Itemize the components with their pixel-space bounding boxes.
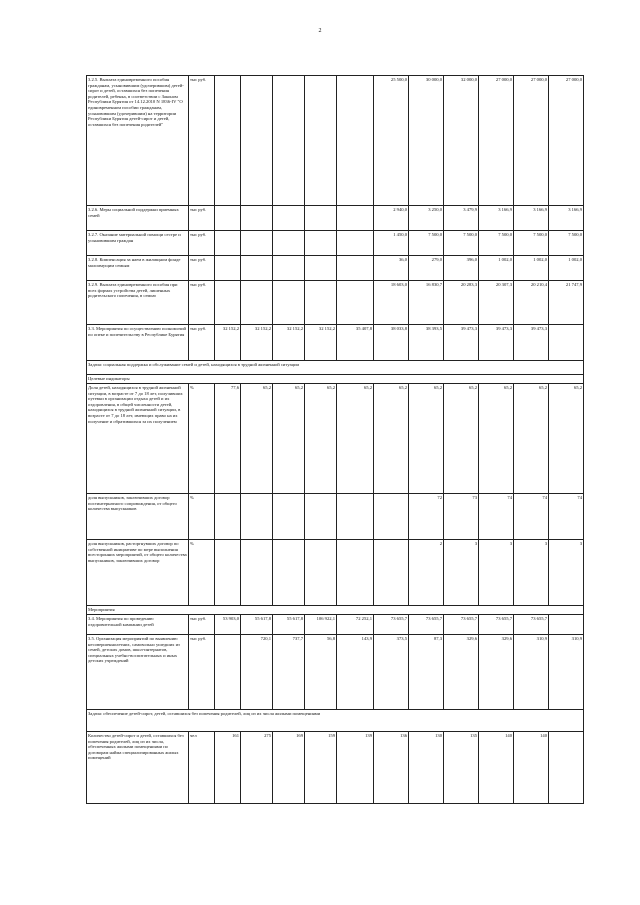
table-row <box>87 256 584 281</box>
value-cell <box>305 206 337 231</box>
value-cell: 74 <box>479 494 514 540</box>
unit-cell: тыс руб. <box>189 256 215 281</box>
section-heading: Задача: социальная поддержка и обслуживание семей и детей, находящихся в трудной жизненной ситуации <box>87 361 584 375</box>
value-cell: 3 <box>444 540 479 606</box>
unit-cell: тыс руб. <box>189 281 215 325</box>
measure-name: 3.4. Мероприятия по проведению оздоровительной кампании детей <box>87 615 189 635</box>
value-cell: 65,2 <box>444 384 479 494</box>
section-heading: Целевые индикаторы <box>87 375 584 384</box>
table-row <box>87 384 584 494</box>
measure-name: 3.5. Организация мероприятий по выявлению несовершеннолетних, самовольно ушедших из семей, детских домов, школ-интернатов, специальных учебно-воспитательных и иных детских учреждений <box>87 635 189 710</box>
table-row <box>87 732 584 804</box>
value-cell <box>215 231 241 256</box>
value-cell: 329,6 <box>444 635 479 710</box>
table-row <box>87 76 584 206</box>
section-row <box>87 606 584 615</box>
value-cell: 169 <box>273 732 305 804</box>
value-cell <box>374 540 409 606</box>
value-cell <box>305 231 337 256</box>
value-cell: 20 283,3 <box>444 281 479 325</box>
unit-cell: тыс руб. <box>189 231 215 256</box>
value-cell: 74 <box>549 494 584 540</box>
value-cell: 72 252,1 <box>337 615 374 635</box>
value-cell <box>337 76 374 206</box>
value-cell: 35 407,8 <box>337 325 374 361</box>
value-cell <box>215 540 241 606</box>
value-cell <box>215 256 241 281</box>
value-cell: 3 479,9 <box>444 206 479 231</box>
value-cell: 329,6 <box>479 635 514 710</box>
value-cell <box>273 281 305 325</box>
unit-cell: тыс руб. <box>189 635 215 710</box>
value-cell: 27 000,0 <box>549 76 584 206</box>
value-cell: 7 500,0 <box>409 231 444 256</box>
value-cell: 55 617,8 <box>273 615 305 635</box>
value-cell: 16 830,7 <box>409 281 444 325</box>
value-cell: 36,0 <box>374 256 409 281</box>
value-cell: 73 655,7 <box>479 615 514 635</box>
value-cell: 73 655,7 <box>409 615 444 635</box>
section-heading: Задача: обеспечение детей-сирот, детей, оставшихся без попечения родителей, лиц из их числа жилыми помещениями <box>87 710 584 732</box>
measure-name: 3.2.7. Оказание материальной помощи сестре и усыновившим граждан <box>87 231 189 256</box>
value-cell: 139 <box>337 732 374 804</box>
value-cell: 1 450,0 <box>374 231 409 256</box>
value-cell: 3 <box>549 540 584 606</box>
value-cell <box>241 231 273 256</box>
value-cell <box>549 325 584 361</box>
value-cell: 73 655,7 <box>444 615 479 635</box>
measure-name: 3.2.5. Выплата единовременного пособия гражданам, усыновившим (удочерившим) детей-сирот и детей, оставшихся без попечения родителей, ребенка, в соответствии с Законом Республики Бурятия от 14.12.2010 N 1836-IV "О единовременном пособии гражданам, усыновившим (удочерившим) на территории Республики Бурятия детей-сирот и детей, оставшихся без попечения родителей" <box>87 76 189 206</box>
value-cell: 38 033,8 <box>374 325 409 361</box>
value-cell: 737,7 <box>273 635 305 710</box>
value-cell: 38 393,5 <box>409 325 444 361</box>
value-cell: 55 617,8 <box>241 615 273 635</box>
section-row <box>87 375 584 384</box>
value-cell: 74 <box>514 494 549 540</box>
value-cell <box>215 635 241 710</box>
value-cell <box>215 76 241 206</box>
value-cell: 143,9 <box>337 635 374 710</box>
table-row <box>87 494 584 540</box>
value-cell: 56,8 <box>305 635 337 710</box>
value-cell: 20 307,3 <box>479 281 514 325</box>
value-cell <box>337 281 374 325</box>
value-cell: 3 <box>479 540 514 606</box>
table-row <box>87 635 584 710</box>
value-cell <box>337 540 374 606</box>
value-cell: 373,5 <box>374 635 409 710</box>
value-cell <box>273 76 305 206</box>
value-cell <box>305 281 337 325</box>
measure-name: 3.2.9. Выплата единовременного пособия при всех формах устройства детей, лишенных родительского попечения, в семью <box>87 281 189 325</box>
value-cell: 7 500,0 <box>549 231 584 256</box>
value-cell: 27 000,0 <box>514 76 549 206</box>
value-cell <box>549 615 584 635</box>
value-cell: 87,3 <box>409 635 444 710</box>
table-row <box>87 615 584 635</box>
table-row <box>87 325 584 361</box>
value-cell: 136 <box>374 732 409 804</box>
value-cell: 73 <box>444 494 479 540</box>
measure-name: 3.3. Мероприятия по осуществлению полномочий по опеке и попечительству в Республике Бурятия <box>87 325 189 361</box>
value-cell: 27 000,0 <box>479 76 514 206</box>
page-number: 2 <box>318 28 322 34</box>
value-cell: 65,2 <box>514 384 549 494</box>
value-cell <box>273 256 305 281</box>
value-cell <box>273 231 305 256</box>
value-cell: 310,9 <box>549 635 584 710</box>
value-cell <box>337 256 374 281</box>
value-cell: 130 <box>409 732 444 804</box>
unit-cell: чел <box>189 732 215 804</box>
value-cell: 77,6 <box>215 384 241 494</box>
measure-name: Количество детей-сирот и детей, оставшихся без попечения родителей, лиц из их числа, обеспеченных жилыми помещениями по договорам найма специализированных жилых помещений <box>87 732 189 804</box>
value-cell: 1 002,0 <box>479 256 514 281</box>
value-cell: 39 473,3 <box>514 325 549 361</box>
value-cell: 25 500,0 <box>374 76 409 206</box>
value-cell: 140 <box>514 732 549 804</box>
value-cell <box>337 206 374 231</box>
program-table <box>86 75 584 804</box>
value-cell: 32 152,2 <box>241 325 273 361</box>
value-cell <box>374 494 409 540</box>
value-cell: 2 940,0 <box>374 206 409 231</box>
value-cell: 3 166,9 <box>479 206 514 231</box>
value-cell <box>215 206 241 231</box>
value-cell: 65,2 <box>241 384 273 494</box>
value-cell <box>241 76 273 206</box>
table-row <box>87 206 584 231</box>
value-cell: 65,2 <box>305 384 337 494</box>
unit-cell: тыс руб. <box>189 206 215 231</box>
value-cell: 73 655,7 <box>514 615 549 635</box>
value-cell: 73 655,7 <box>374 615 409 635</box>
value-cell: 32 152,2 <box>305 325 337 361</box>
value-cell: 275 <box>241 732 273 804</box>
value-cell <box>215 281 241 325</box>
value-cell: 39 473,3 <box>479 325 514 361</box>
measure-name: Доля детей, находящихся в трудной жизненной ситуации, в возрасте от 7 до 18 лет, получивших путевки в организации отдыха детей и их оздоровления, в общей численности детей, находящихся в трудной жизненной ситуации, в возрасте от 7 до 18 лет, имеющих право на их получение и обратившихся за их получением <box>87 384 189 494</box>
value-cell <box>549 732 584 804</box>
unit-cell: тыс руб. <box>189 615 215 635</box>
value-cell: 65,2 <box>273 384 305 494</box>
value-cell <box>337 494 374 540</box>
value-cell: 65,2 <box>337 384 374 494</box>
value-cell: 18 603,0 <box>374 281 409 325</box>
measure-name: 3.2.8. Компенсация за наем в жилищном фонде малоимущим семьям <box>87 256 189 281</box>
unit-cell: тыс руб. <box>189 325 215 361</box>
value-cell: 7 500,0 <box>514 231 549 256</box>
section-row <box>87 710 584 732</box>
value-cell: 135 <box>444 732 479 804</box>
value-cell: 30 000,0 <box>409 76 444 206</box>
value-cell: 65,2 <box>409 384 444 494</box>
measure-name: доля выпускников, заключивших договор постинтернатного сопровождения, от общего количества выпускников <box>87 494 189 540</box>
table-row <box>87 231 584 256</box>
section-heading: Мероприятия <box>87 606 584 615</box>
unit-cell: тыс руб. <box>189 76 215 206</box>
value-cell <box>337 231 374 256</box>
value-cell: 1 002,0 <box>549 256 584 281</box>
unit-cell: % <box>189 494 215 540</box>
value-cell: 161 <box>215 732 241 804</box>
value-cell: 3 250,0 <box>409 206 444 231</box>
table-row <box>87 281 584 325</box>
value-cell <box>273 540 305 606</box>
value-cell: 396,0 <box>444 256 479 281</box>
value-cell <box>273 206 305 231</box>
measure-name: 3.2.6. Меры социальной поддержки приемных семей <box>87 206 189 231</box>
value-cell <box>241 206 273 231</box>
value-cell <box>241 281 273 325</box>
value-cell: 32 000,0 <box>444 76 479 206</box>
value-cell: 2 <box>409 540 444 606</box>
value-cell: 720,1 <box>241 635 273 710</box>
value-cell: 159 <box>305 732 337 804</box>
value-cell: 20 210,4 <box>514 281 549 325</box>
value-cell <box>305 256 337 281</box>
section-row <box>87 361 584 375</box>
measure-name: доля выпускников, расторгнувших договор по собственной инициативе по мере выполнения всесторонних мероприятий, от общего количества выпускников, заключивших договор <box>87 540 189 606</box>
value-cell <box>215 494 241 540</box>
value-cell <box>305 76 337 206</box>
value-cell: 65,2 <box>549 384 584 494</box>
value-cell: 279,0 <box>409 256 444 281</box>
value-cell <box>241 540 273 606</box>
value-cell: 53 903,0 <box>215 615 241 635</box>
value-cell <box>305 494 337 540</box>
value-cell: 32 152,2 <box>215 325 241 361</box>
value-cell <box>241 256 273 281</box>
value-cell: 310,9 <box>514 635 549 710</box>
value-cell: 39 473,3 <box>444 325 479 361</box>
value-cell <box>241 494 273 540</box>
value-cell: 3 166,9 <box>549 206 584 231</box>
value-cell: 140 <box>479 732 514 804</box>
value-cell: 21 747,9 <box>549 281 584 325</box>
value-cell: 65,2 <box>374 384 409 494</box>
value-cell: 1 002,0 <box>514 256 549 281</box>
unit-cell: % <box>189 540 215 606</box>
value-cell: 7 500,0 <box>444 231 479 256</box>
value-cell: 32 152,2 <box>273 325 305 361</box>
value-cell: 65,2 <box>479 384 514 494</box>
value-cell: 3 <box>514 540 549 606</box>
value-cell: 106 922,1 <box>305 615 337 635</box>
unit-cell: % <box>189 384 215 494</box>
value-cell: 72 <box>409 494 444 540</box>
value-cell <box>273 494 305 540</box>
table-row <box>87 540 584 606</box>
value-cell: 3 166,9 <box>514 206 549 231</box>
value-cell <box>305 540 337 606</box>
value-cell: 7 500,0 <box>479 231 514 256</box>
